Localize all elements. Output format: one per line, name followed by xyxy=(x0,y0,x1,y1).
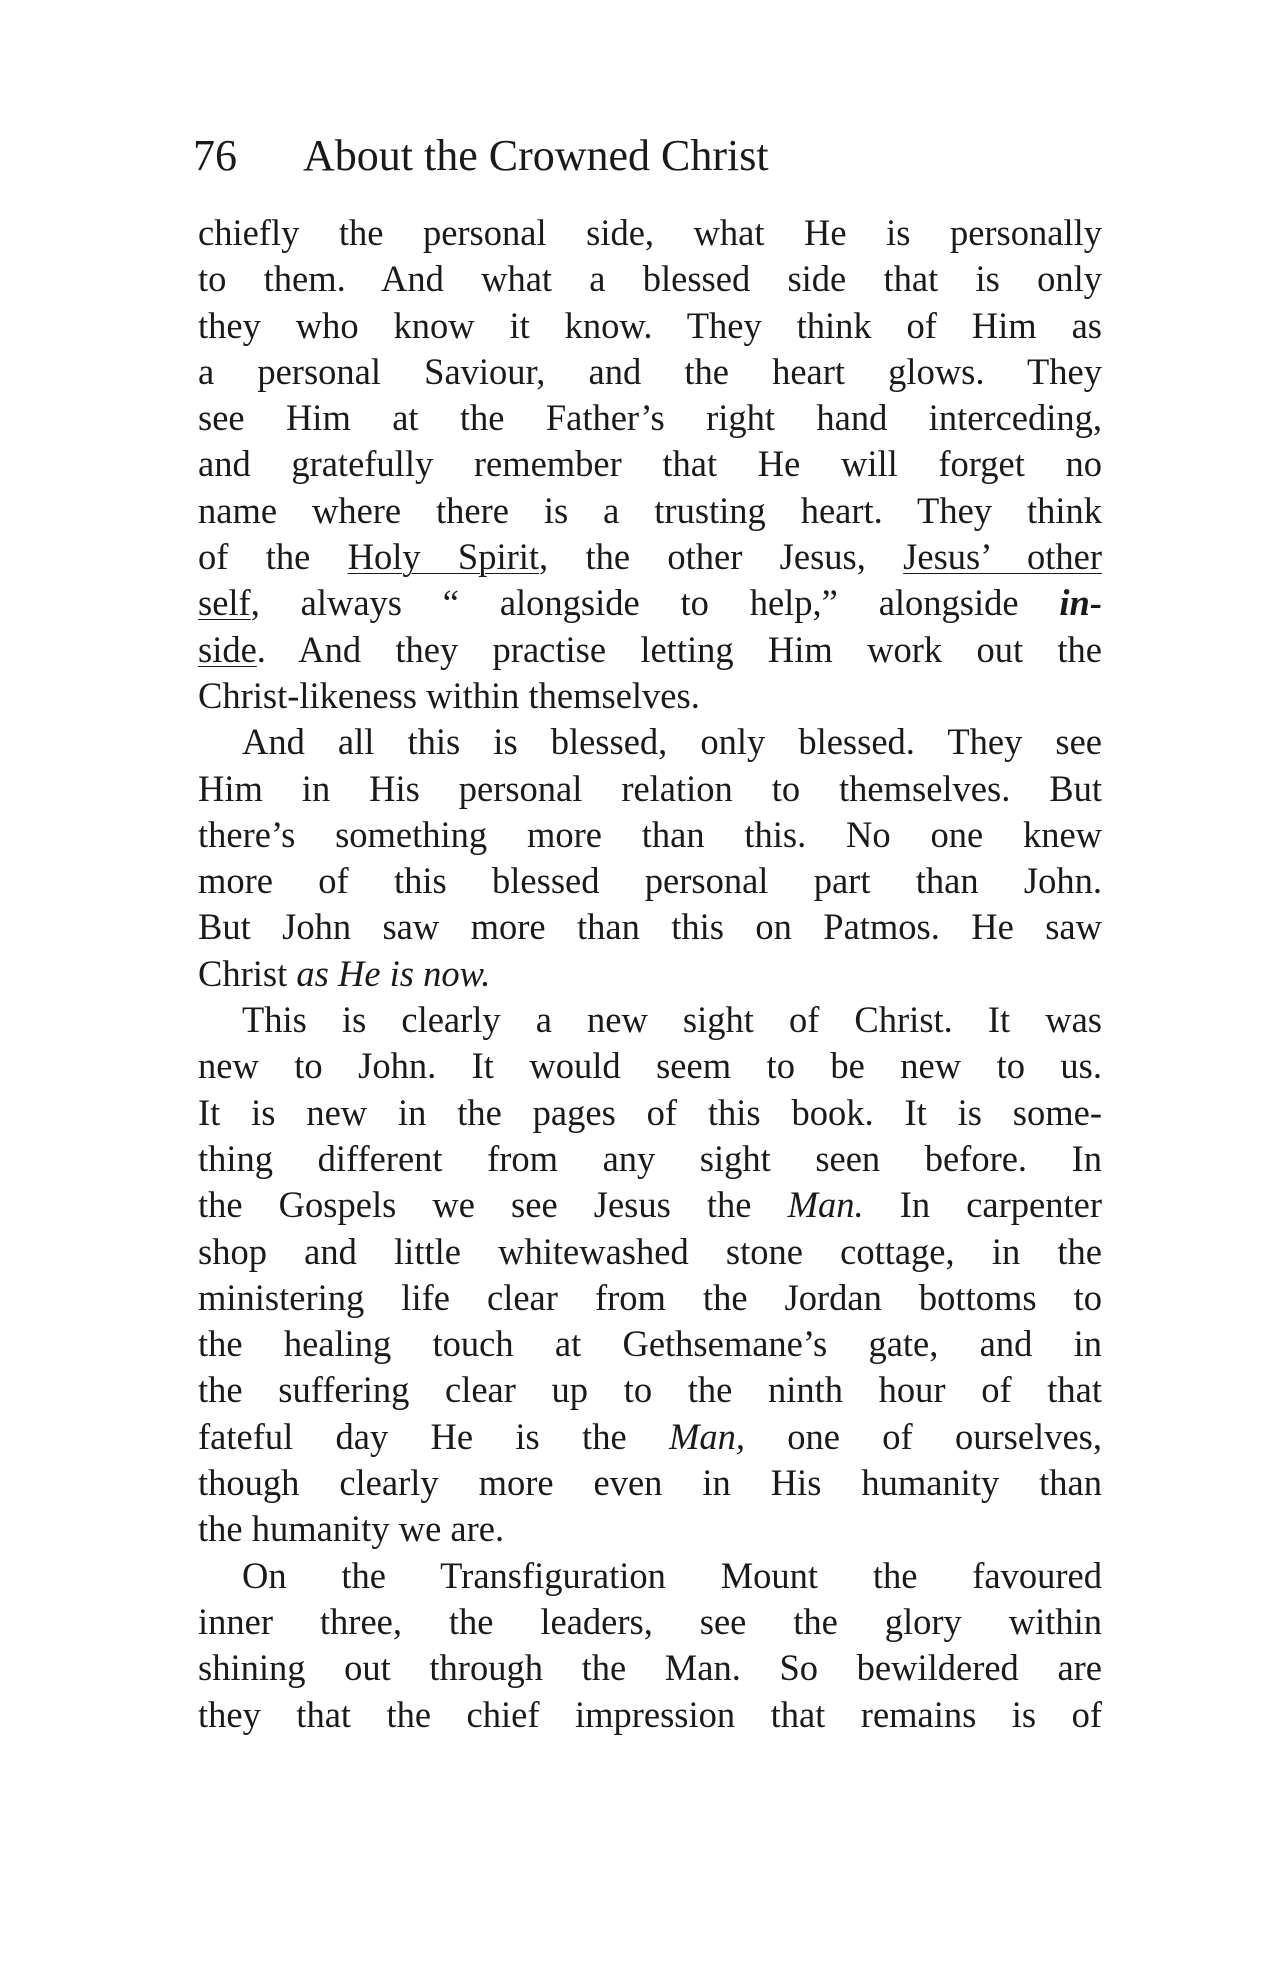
text-line: new to John. It would seem to be new to us. xyxy=(198,1045,1102,1087)
body-text xyxy=(198,210,1102,1738)
text-run: one of ourselves, xyxy=(744,1415,1102,1457)
text-run: of the xyxy=(198,536,348,578)
text-line xyxy=(198,534,1102,580)
text-line: shining out through the Man. So bewildered are xyxy=(198,1647,1102,1689)
underlined-text: self xyxy=(198,582,251,624)
text-line: the humanity we are. xyxy=(198,1508,505,1550)
text-line xyxy=(198,580,1102,626)
text-run: In carpenter xyxy=(863,1184,1102,1226)
text-line: a personal Saviour, and the heart glows. They xyxy=(198,350,1102,392)
text-line xyxy=(198,1414,1102,1460)
page-number: 76 xyxy=(193,131,237,180)
text-line: Him in His personal relation to themselves. But xyxy=(198,767,1102,809)
text-line xyxy=(198,951,1102,997)
text-line: they who know it know. They think of Him as xyxy=(198,304,1102,346)
paragraph-2 xyxy=(198,719,1102,997)
text-run: . And they practise letting Him work out the xyxy=(256,628,1102,670)
paragraph-1 xyxy=(198,210,1102,719)
italic-text: Man, xyxy=(668,1415,745,1457)
underlined-text: Jesus’ other xyxy=(903,536,1102,578)
text-line: inner three, the leaders, see the glory within xyxy=(198,1600,1102,1642)
text-line: to them. And what a blessed side that is only xyxy=(198,258,1102,300)
text-line: ministering life clear from the Jordan bottoms to xyxy=(198,1276,1102,1318)
text-line: they that the chief impression that remains is of xyxy=(198,1693,1102,1735)
text-line: the healing touch at Gethsemane’s gate, and in xyxy=(198,1323,1102,1365)
text-run: fateful day He is the xyxy=(198,1415,669,1457)
italic-text: as He is now. xyxy=(296,952,491,994)
page-header xyxy=(193,126,1113,186)
underlined-text: Holy Spirit xyxy=(347,536,540,578)
text-line: shop and little whitewashed stone cottage, in the xyxy=(198,1230,1102,1272)
text-line: more of this blessed personal part than John. xyxy=(198,860,1102,902)
text-line: see Him at the Father’s right hand interceding, xyxy=(198,397,1102,439)
text-line xyxy=(198,1182,1102,1228)
emphasis-text: in- xyxy=(1059,582,1102,624)
text-line: and gratefully remember that He will forget no xyxy=(198,443,1102,485)
paragraph-4 xyxy=(198,1553,1102,1738)
text-line: thing different from any sight seen before. In xyxy=(198,1137,1102,1179)
text-line: though clearly more even in His humanity than xyxy=(198,1462,1102,1504)
text-line: And all this is blessed, only blessed. They see xyxy=(242,721,1102,763)
text-line: the suffering clear up to the ninth hour of that xyxy=(198,1369,1102,1411)
text-line: But John saw more than this on Patmos. He saw xyxy=(198,906,1102,948)
text-line: This is clearly a new sight of Christ. It was xyxy=(242,999,1102,1041)
text-line: name where there is a trusting heart. They think xyxy=(198,489,1102,531)
underlined-text: side xyxy=(198,628,257,670)
text-line: Christ-likeness within themselves. xyxy=(198,674,700,716)
text-line: It is new in the pages of this book. It is some- xyxy=(198,1091,1102,1133)
text-line xyxy=(198,627,1102,673)
text-run: , always “ alongside to help,” alongside xyxy=(250,582,1060,624)
text-line: there’s something more than this. No one knew xyxy=(198,813,1102,855)
text-run: the Gospels we see Jesus the xyxy=(198,1184,788,1226)
text-run: Christ xyxy=(198,952,297,994)
italic-text: Man. xyxy=(787,1184,864,1226)
text-line: On the Transfiguration Mount the favoured xyxy=(242,1554,1102,1596)
text-line: chiefly the personal side, what He is personally xyxy=(198,212,1102,253)
running-title: About the Crowned Christ xyxy=(303,131,769,180)
paragraph-3 xyxy=(198,997,1102,1553)
text-run: , the other Jesus, xyxy=(539,536,904,578)
